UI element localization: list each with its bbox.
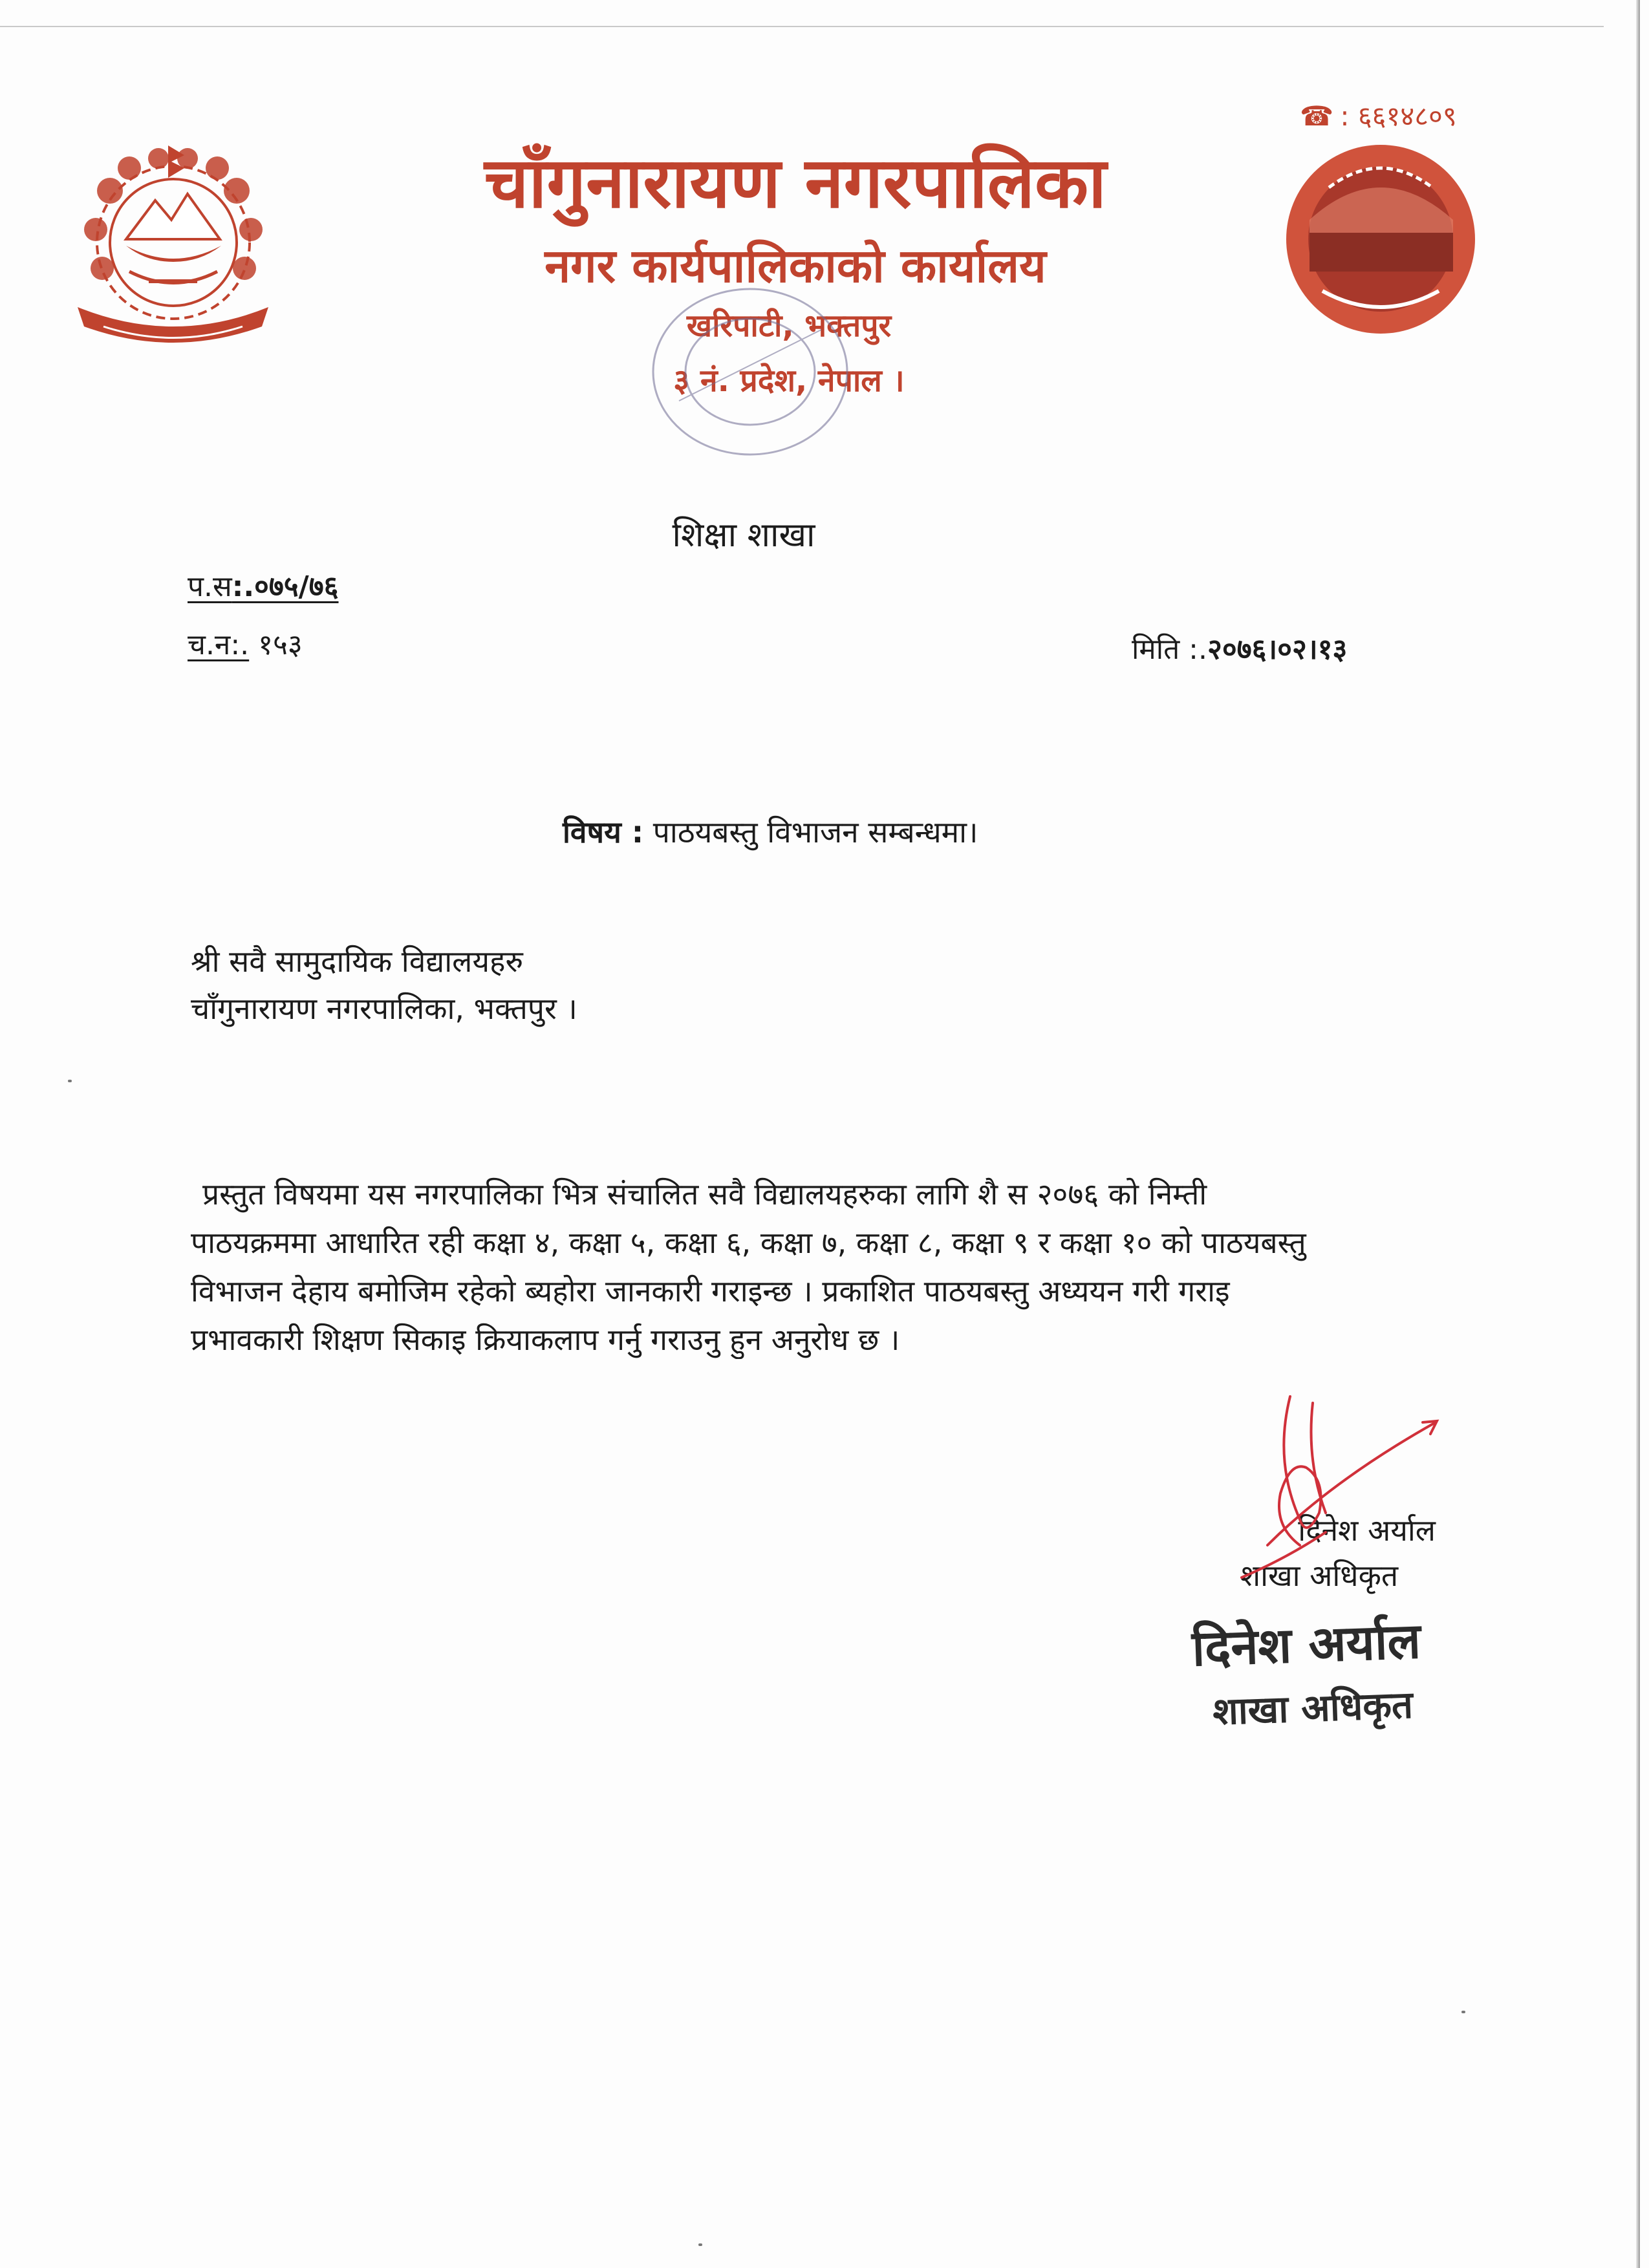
body-paragraph-line: प्रस्तुत विषयमा यस नगरपालिका भित्र संचालित सवै विद्यालयहरुका लागि शै स २०७६ को निम्ती bbox=[202, 1177, 1207, 1212]
scan-speck bbox=[1461, 2011, 1465, 2013]
scan-speck bbox=[698, 2243, 702, 2246]
body-paragraph-line: विभाजन देहाय बमोजिम रहेको ब्यहोरा जानकारी गराइन्छ । प्रकाशित पाठयबस्तु अध्ययन गरी गराइ bbox=[191, 1274, 1230, 1309]
reference-number-row bbox=[188, 566, 339, 604]
municipality-logo-seal bbox=[1284, 142, 1478, 336]
signatory-name: दिनेश अर्याल bbox=[1298, 1513, 1436, 1548]
body-paragraph-line: पाठयक्रममा आधारित रही कक्षा ४, कक्षा ५, कक्षा ६, कक्षा ७, कक्षा ८, कक्षा ९ र कक्षा १० को पाठयबस्तु bbox=[191, 1225, 1306, 1260]
telephone-icon: ☎ bbox=[1300, 100, 1334, 132]
dispatch-number-label: च.न:. bbox=[188, 628, 250, 661]
dispatch-number-value: १५३ bbox=[258, 628, 303, 661]
office-name: नगर कार्यपालिकाको कार्यालय bbox=[544, 239, 1046, 293]
scan-speck bbox=[68, 1080, 72, 1082]
subject-text: पाठयबस्तु विभाजन सम्बन्धमा। bbox=[652, 815, 978, 850]
recipient-line-1: श्री सवै सामुदायिक विद्यालयहरु bbox=[191, 944, 523, 979]
date-label: मिति :. bbox=[1132, 633, 1207, 666]
dispatch-number-row bbox=[188, 624, 303, 663]
address-line-1: खरिपाटी, भक्तपुर bbox=[686, 308, 892, 344]
signatory-stamp-title: शाखा अधिकृत bbox=[1212, 1682, 1414, 1734]
subject-line bbox=[563, 811, 1145, 851]
body-paragraph-line: प्रभावकारी शिक्षण सिकाइ क्रियाकलाप गर्नु गराउनु हुन अनुरोध छ । bbox=[191, 1322, 900, 1357]
subject-label: विषय : bbox=[563, 815, 644, 850]
nepal-emblem-icon bbox=[65, 133, 281, 356]
office-round-stamp bbox=[640, 278, 860, 465]
reference-number-value: :.०७५/७६ bbox=[232, 570, 339, 603]
date-row bbox=[1132, 628, 1468, 667]
date-value: २०७६।०२।१३ bbox=[1207, 633, 1348, 666]
address-line-2: ३ नं. प्रदेश, नेपाल । bbox=[673, 363, 905, 399]
phone-number bbox=[1300, 97, 1571, 134]
signatory-stamp-name: दिनेश अर्याल bbox=[1191, 1611, 1422, 1678]
reference-number-label: प.स bbox=[188, 570, 232, 603]
phone-value: : ६६१४८०९ bbox=[1340, 100, 1457, 132]
scan-edge-shadow bbox=[1636, 0, 1640, 2268]
signatory-title: शाखा अधिकृत bbox=[1240, 1558, 1399, 1593]
municipality-name: चाँगुनारायण नगरपालिका bbox=[484, 143, 1107, 224]
branch-heading: शिक्षा शाखा bbox=[672, 516, 815, 555]
scan-edge-line bbox=[0, 26, 1604, 27]
handwritten-signature bbox=[1229, 1384, 1449, 1597]
recipient-line-2: चाँगुनारायण नगरपालिका, भक्तपुर । bbox=[191, 991, 577, 1026]
